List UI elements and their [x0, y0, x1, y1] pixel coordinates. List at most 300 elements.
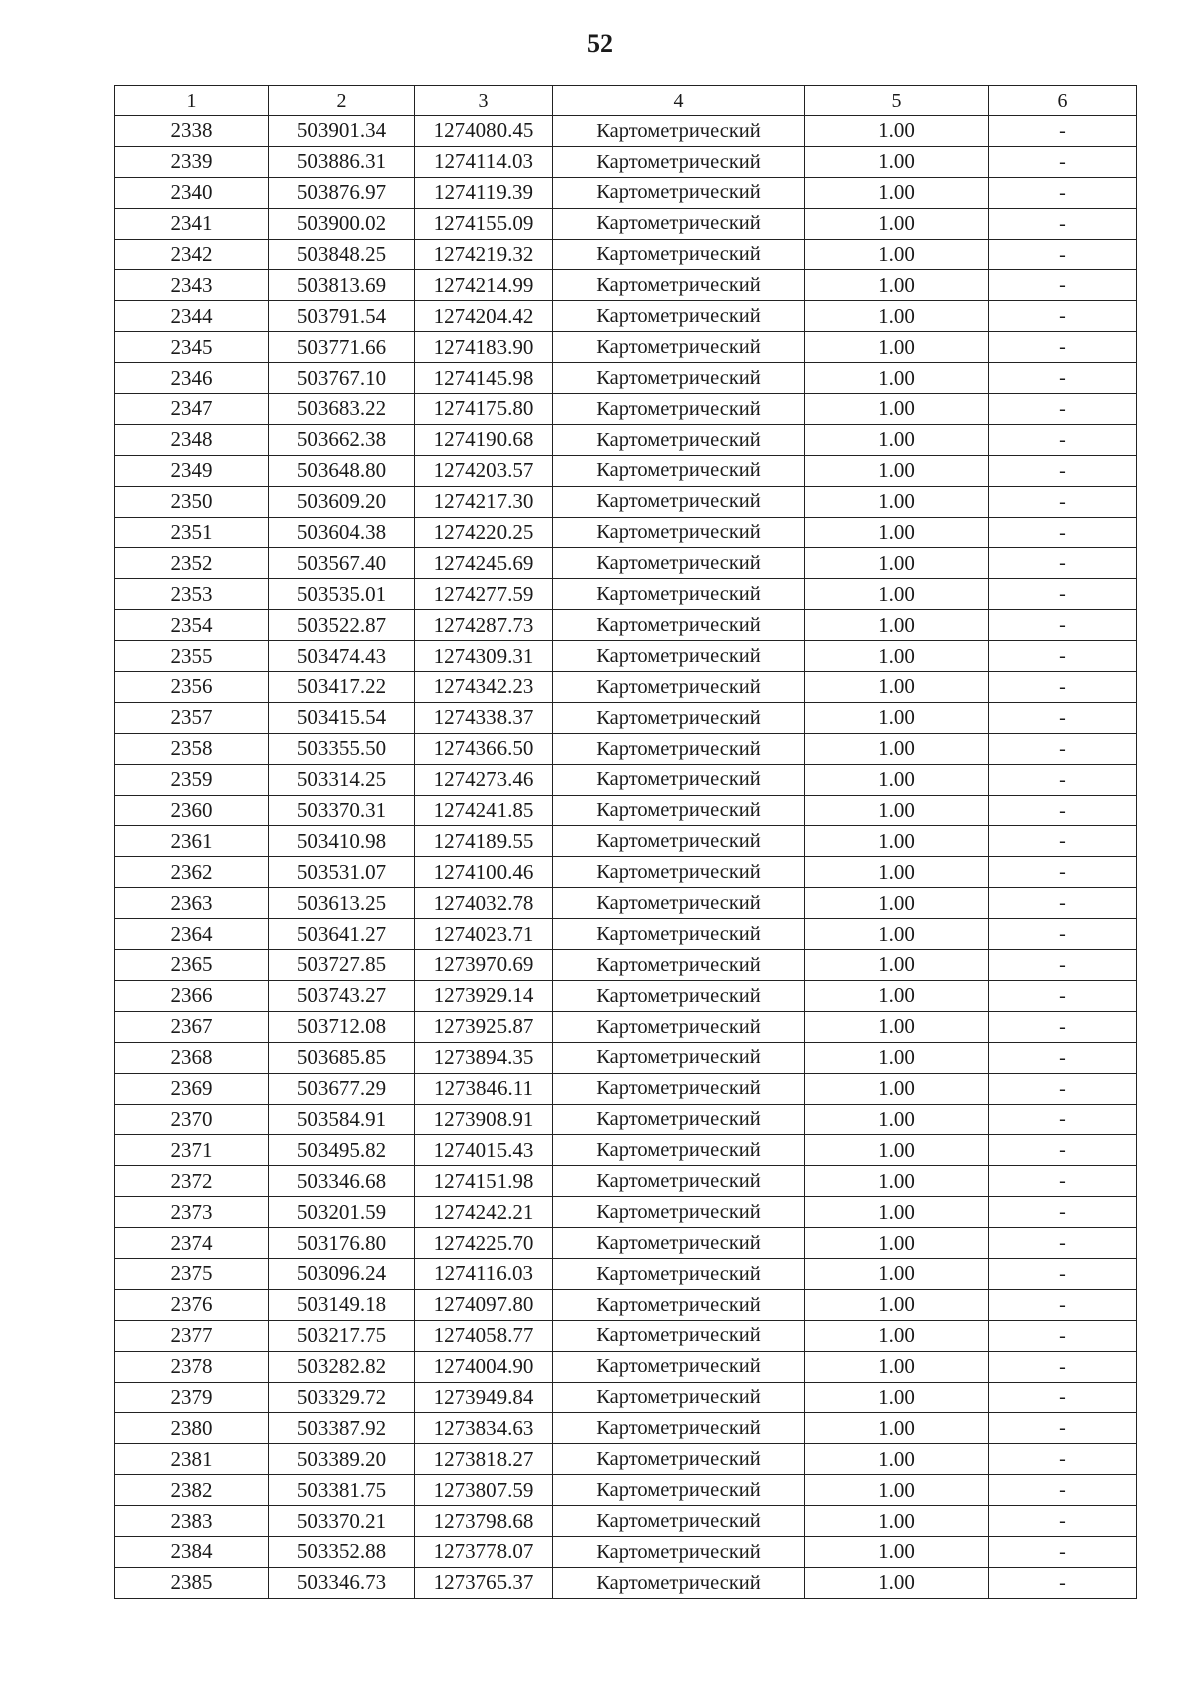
table-row [115, 857, 1137, 888]
method-cell: Картометрический [553, 641, 805, 672]
column-header: 4 [553, 86, 805, 116]
y-coordinate-cell: 1274277.59 [415, 579, 553, 610]
point-number-cell: 2368 [115, 1042, 269, 1073]
table-row [115, 424, 1137, 455]
y-coordinate-cell: 1273894.35 [415, 1042, 553, 1073]
table-row [115, 1073, 1137, 1104]
method-cell: Картометрический [553, 270, 805, 301]
accuracy-cell: 1.00 [805, 764, 989, 795]
method-cell: Картометрический [553, 1444, 805, 1475]
table-row [115, 672, 1137, 703]
point-number-cell: 2367 [115, 1011, 269, 1042]
accuracy-cell: 1.00 [805, 919, 989, 950]
accuracy-cell: 1.00 [805, 116, 989, 147]
method-cell: Картометрический [553, 579, 805, 610]
method-cell: Картометрический [553, 1042, 805, 1073]
description-cell: - [989, 424, 1137, 455]
table-row [115, 1258, 1137, 1289]
description-cell: - [989, 208, 1137, 239]
description-cell: - [989, 1135, 1137, 1166]
description-cell: - [989, 672, 1137, 703]
table-row [115, 1289, 1137, 1320]
y-coordinate-cell: 1273846.11 [415, 1073, 553, 1104]
method-cell: Картометрический [553, 1536, 805, 1567]
table-row [115, 1567, 1137, 1598]
method-cell: Картометрический [553, 795, 805, 826]
x-coordinate-cell: 503410.98 [269, 826, 415, 857]
method-cell: Картометрический [553, 394, 805, 425]
table-row [115, 270, 1137, 301]
x-coordinate-cell: 503417.22 [269, 672, 415, 703]
column-header: 3 [415, 86, 553, 116]
accuracy-cell: 1.00 [805, 424, 989, 455]
method-cell: Картометрический [553, 1351, 805, 1382]
accuracy-cell: 1.00 [805, 1413, 989, 1444]
point-number-cell: 2344 [115, 301, 269, 332]
method-cell: Картометрический [553, 301, 805, 332]
accuracy-cell: 1.00 [805, 1258, 989, 1289]
description-cell: - [989, 1475, 1137, 1506]
accuracy-cell: 1.00 [805, 1073, 989, 1104]
table-row [115, 919, 1137, 950]
column-header: 2 [269, 86, 415, 116]
accuracy-cell: 1.00 [805, 517, 989, 548]
table-row [115, 1536, 1137, 1567]
description-cell: - [989, 795, 1137, 826]
table-row [115, 394, 1137, 425]
accuracy-cell: 1.00 [805, 980, 989, 1011]
x-coordinate-cell: 503743.27 [269, 980, 415, 1011]
accuracy-cell: 1.00 [805, 177, 989, 208]
description-cell: - [989, 1567, 1137, 1598]
y-coordinate-cell: 1274309.31 [415, 641, 553, 672]
y-coordinate-cell: 1274189.55 [415, 826, 553, 857]
method-cell: Картометрический [553, 857, 805, 888]
method-cell: Картометрический [553, 1289, 805, 1320]
x-coordinate-cell: 503584.91 [269, 1104, 415, 1135]
description-cell: - [989, 239, 1137, 270]
method-cell: Картометрический [553, 1135, 805, 1166]
accuracy-cell: 1.00 [805, 1135, 989, 1166]
point-number-cell: 2370 [115, 1104, 269, 1135]
y-coordinate-cell: 1274217.30 [415, 486, 553, 517]
description-cell: - [989, 702, 1137, 733]
method-cell: Картометрический [553, 146, 805, 177]
accuracy-cell: 1.00 [805, 1382, 989, 1413]
method-cell: Картометрический [553, 1382, 805, 1413]
description-cell: - [989, 1536, 1137, 1567]
table-row [115, 363, 1137, 394]
point-number-cell: 2365 [115, 950, 269, 981]
description-cell: - [989, 1104, 1137, 1135]
x-coordinate-cell: 503381.75 [269, 1475, 415, 1506]
y-coordinate-cell: 1274204.42 [415, 301, 553, 332]
x-coordinate-cell: 503314.25 [269, 764, 415, 795]
accuracy-cell: 1.00 [805, 888, 989, 919]
description-cell: - [989, 1228, 1137, 1259]
point-number-cell: 2339 [115, 146, 269, 177]
accuracy-cell: 1.00 [805, 1536, 989, 1567]
accuracy-cell: 1.00 [805, 455, 989, 486]
table-row [115, 116, 1137, 147]
point-number-cell: 2360 [115, 795, 269, 826]
accuracy-cell: 1.00 [805, 733, 989, 764]
point-number-cell: 2364 [115, 919, 269, 950]
point-number-cell: 2361 [115, 826, 269, 857]
accuracy-cell: 1.00 [805, 146, 989, 177]
point-number-cell: 2349 [115, 455, 269, 486]
table-row [115, 641, 1137, 672]
description-cell: - [989, 1444, 1137, 1475]
x-coordinate-cell: 503712.08 [269, 1011, 415, 1042]
method-cell: Картометрический [553, 1073, 805, 1104]
method-cell: Картометрический [553, 208, 805, 239]
method-cell: Картометрический [553, 950, 805, 981]
coordinates-table [114, 85, 1137, 1599]
description-cell: - [989, 610, 1137, 641]
table-row [115, 795, 1137, 826]
x-coordinate-cell: 503641.27 [269, 919, 415, 950]
description-cell: - [989, 641, 1137, 672]
method-cell: Картометрический [553, 363, 805, 394]
accuracy-cell: 1.00 [805, 1351, 989, 1382]
table-row [115, 517, 1137, 548]
table-row [115, 1042, 1137, 1073]
description-cell: - [989, 177, 1137, 208]
accuracy-cell: 1.00 [805, 270, 989, 301]
x-coordinate-cell: 503876.97 [269, 177, 415, 208]
method-cell: Картометрический [553, 1475, 805, 1506]
table-row [115, 1444, 1137, 1475]
accuracy-cell: 1.00 [805, 579, 989, 610]
description-cell: - [989, 1413, 1137, 1444]
accuracy-cell: 1.00 [805, 672, 989, 703]
x-coordinate-cell: 503176.80 [269, 1228, 415, 1259]
table-row [115, 1104, 1137, 1135]
description-cell: - [989, 950, 1137, 981]
accuracy-cell: 1.00 [805, 1166, 989, 1197]
point-number-cell: 2354 [115, 610, 269, 641]
method-cell: Картометрический [553, 1228, 805, 1259]
table-row [115, 1475, 1137, 1506]
y-coordinate-cell: 1273834.63 [415, 1413, 553, 1444]
column-header: 1 [115, 86, 269, 116]
accuracy-cell: 1.00 [805, 641, 989, 672]
description-cell: - [989, 332, 1137, 363]
table-row [115, 579, 1137, 610]
method-cell: Картометрический [553, 610, 805, 641]
table-row [115, 1197, 1137, 1228]
accuracy-cell: 1.00 [805, 1042, 989, 1073]
y-coordinate-cell: 1274242.21 [415, 1197, 553, 1228]
x-coordinate-cell: 503370.31 [269, 795, 415, 826]
x-coordinate-cell: 503495.82 [269, 1135, 415, 1166]
x-coordinate-cell: 503604.38 [269, 517, 415, 548]
point-number-cell: 2377 [115, 1320, 269, 1351]
description-cell: - [989, 455, 1137, 486]
table-row [115, 610, 1137, 641]
x-coordinate-cell: 503771.66 [269, 332, 415, 363]
y-coordinate-cell: 1274220.25 [415, 517, 553, 548]
table-row [115, 332, 1137, 363]
point-number-cell: 2351 [115, 517, 269, 548]
method-cell: Картометрический [553, 424, 805, 455]
x-coordinate-cell: 503387.92 [269, 1413, 415, 1444]
y-coordinate-cell: 1274225.70 [415, 1228, 553, 1259]
table-row [115, 1413, 1137, 1444]
point-number-cell: 2342 [115, 239, 269, 270]
point-number-cell: 2357 [115, 702, 269, 733]
point-number-cell: 2347 [115, 394, 269, 425]
table-row [115, 980, 1137, 1011]
method-cell: Картометрический [553, 733, 805, 764]
point-number-cell: 2375 [115, 1258, 269, 1289]
table-row [115, 1382, 1137, 1413]
x-coordinate-cell: 503531.07 [269, 857, 415, 888]
point-number-cell: 2359 [115, 764, 269, 795]
description-cell: - [989, 270, 1137, 301]
y-coordinate-cell: 1274023.71 [415, 919, 553, 950]
table-row [115, 486, 1137, 517]
x-coordinate-cell: 503535.01 [269, 579, 415, 610]
page-number: 52 [587, 29, 613, 58]
table-row [115, 146, 1137, 177]
y-coordinate-cell: 1274287.73 [415, 610, 553, 641]
x-coordinate-cell: 503791.54 [269, 301, 415, 332]
y-coordinate-cell: 1273929.14 [415, 980, 553, 1011]
description-cell: - [989, 826, 1137, 857]
accuracy-cell: 1.00 [805, 208, 989, 239]
x-coordinate-cell: 503096.24 [269, 1258, 415, 1289]
point-number-cell: 2374 [115, 1228, 269, 1259]
description-cell: - [989, 1166, 1137, 1197]
table-row [115, 733, 1137, 764]
method-cell: Картометрический [553, 332, 805, 363]
point-number-cell: 2381 [115, 1444, 269, 1475]
x-coordinate-cell: 503346.68 [269, 1166, 415, 1197]
point-number-cell: 2348 [115, 424, 269, 455]
x-coordinate-cell: 503648.80 [269, 455, 415, 486]
point-number-cell: 2345 [115, 332, 269, 363]
accuracy-cell: 1.00 [805, 1011, 989, 1042]
point-number-cell: 2376 [115, 1289, 269, 1320]
accuracy-cell: 1.00 [805, 826, 989, 857]
accuracy-cell: 1.00 [805, 1104, 989, 1135]
method-cell: Картометрический [553, 1506, 805, 1537]
point-number-cell: 2340 [115, 177, 269, 208]
description-cell: - [989, 919, 1137, 950]
point-number-cell: 2350 [115, 486, 269, 517]
y-coordinate-cell: 1273908.91 [415, 1104, 553, 1135]
method-cell: Картометрический [553, 826, 805, 857]
y-coordinate-cell: 1274119.39 [415, 177, 553, 208]
point-number-cell: 2346 [115, 363, 269, 394]
description-cell: - [989, 1382, 1137, 1413]
table-row [115, 764, 1137, 795]
point-number-cell: 2341 [115, 208, 269, 239]
description-cell: - [989, 548, 1137, 579]
method-cell: Картометрический [553, 764, 805, 795]
accuracy-cell: 1.00 [805, 1197, 989, 1228]
table-row [115, 1228, 1137, 1259]
table-row [115, 1135, 1137, 1166]
x-coordinate-cell: 503522.87 [269, 610, 415, 641]
point-number-cell: 2352 [115, 548, 269, 579]
y-coordinate-cell: 1273778.07 [415, 1536, 553, 1567]
y-coordinate-cell: 1274241.85 [415, 795, 553, 826]
table-row [115, 239, 1137, 270]
y-coordinate-cell: 1274342.23 [415, 672, 553, 703]
y-coordinate-cell: 1274097.80 [415, 1289, 553, 1320]
method-cell: Картометрический [553, 1197, 805, 1228]
y-coordinate-cell: 1274145.98 [415, 363, 553, 394]
description-cell: - [989, 764, 1137, 795]
point-number-cell: 2355 [115, 641, 269, 672]
point-number-cell: 2373 [115, 1197, 269, 1228]
point-number-cell: 2382 [115, 1475, 269, 1506]
point-number-cell: 2380 [115, 1413, 269, 1444]
method-cell: Картометрический [553, 1258, 805, 1289]
column-header: 6 [989, 86, 1137, 116]
description-cell: - [989, 1320, 1137, 1351]
accuracy-cell: 1.00 [805, 950, 989, 981]
description-cell: - [989, 394, 1137, 425]
method-cell: Картометрический [553, 239, 805, 270]
accuracy-cell: 1.00 [805, 857, 989, 888]
y-coordinate-cell: 1274175.80 [415, 394, 553, 425]
description-cell: - [989, 1073, 1137, 1104]
description-cell: - [989, 1011, 1137, 1042]
x-coordinate-cell: 503217.75 [269, 1320, 415, 1351]
description-cell: - [989, 1042, 1137, 1073]
x-coordinate-cell: 503727.85 [269, 950, 415, 981]
y-coordinate-cell: 1274058.77 [415, 1320, 553, 1351]
y-coordinate-cell: 1274203.57 [415, 455, 553, 486]
y-coordinate-cell: 1273949.84 [415, 1382, 553, 1413]
x-coordinate-cell: 503474.43 [269, 641, 415, 672]
x-coordinate-cell: 503677.29 [269, 1073, 415, 1104]
point-number-cell: 2353 [115, 579, 269, 610]
y-coordinate-cell: 1274116.03 [415, 1258, 553, 1289]
accuracy-cell: 1.00 [805, 301, 989, 332]
y-coordinate-cell: 1274100.46 [415, 857, 553, 888]
table-row [115, 1166, 1137, 1197]
accuracy-cell: 1.00 [805, 486, 989, 517]
y-coordinate-cell: 1273925.87 [415, 1011, 553, 1042]
point-number-cell: 2383 [115, 1506, 269, 1537]
accuracy-cell: 1.00 [805, 1475, 989, 1506]
table-row [115, 301, 1137, 332]
y-coordinate-cell: 1273765.37 [415, 1567, 553, 1598]
x-coordinate-cell: 503685.85 [269, 1042, 415, 1073]
point-number-cell: 2379 [115, 1382, 269, 1413]
x-coordinate-cell: 503329.72 [269, 1382, 415, 1413]
accuracy-cell: 1.00 [805, 363, 989, 394]
y-coordinate-cell: 1274032.78 [415, 888, 553, 919]
point-number-cell: 2372 [115, 1166, 269, 1197]
y-coordinate-cell: 1273807.59 [415, 1475, 553, 1506]
table-row [115, 455, 1137, 486]
x-coordinate-cell: 503813.69 [269, 270, 415, 301]
point-number-cell: 2384 [115, 1536, 269, 1567]
table-row [115, 1011, 1137, 1042]
method-cell: Картометрический [553, 517, 805, 548]
accuracy-cell: 1.00 [805, 702, 989, 733]
accuracy-cell: 1.00 [805, 610, 989, 641]
x-coordinate-cell: 503282.82 [269, 1351, 415, 1382]
y-coordinate-cell: 1274273.46 [415, 764, 553, 795]
method-cell: Картометрический [553, 1104, 805, 1135]
description-cell: - [989, 301, 1137, 332]
accuracy-cell: 1.00 [805, 1289, 989, 1320]
table-row [115, 826, 1137, 857]
x-coordinate-cell: 503662.38 [269, 424, 415, 455]
method-cell: Картометрический [553, 455, 805, 486]
method-cell: Картометрический [553, 548, 805, 579]
method-cell: Картометрический [553, 1011, 805, 1042]
description-cell: - [989, 1506, 1137, 1537]
y-coordinate-cell: 1274219.32 [415, 239, 553, 270]
description-cell: - [989, 1197, 1137, 1228]
point-number-cell: 2343 [115, 270, 269, 301]
x-coordinate-cell: 503415.54 [269, 702, 415, 733]
method-cell: Картометрический [553, 672, 805, 703]
method-cell: Картометрический [553, 919, 805, 950]
method-cell: Картометрический [553, 1413, 805, 1444]
point-number-cell: 2385 [115, 1567, 269, 1598]
method-cell: Картометрический [553, 888, 805, 919]
x-coordinate-cell: 503848.25 [269, 239, 415, 270]
x-coordinate-cell: 503389.20 [269, 1444, 415, 1475]
x-coordinate-cell: 503567.40 [269, 548, 415, 579]
description-cell: - [989, 1351, 1137, 1382]
accuracy-cell: 1.00 [805, 548, 989, 579]
method-cell: Картометрический [553, 702, 805, 733]
x-coordinate-cell: 503683.22 [269, 394, 415, 425]
x-coordinate-cell: 503901.34 [269, 116, 415, 147]
x-coordinate-cell: 503767.10 [269, 363, 415, 394]
description-cell: - [989, 733, 1137, 764]
y-coordinate-cell: 1273970.69 [415, 950, 553, 981]
point-number-cell: 2362 [115, 857, 269, 888]
point-number-cell: 2378 [115, 1351, 269, 1382]
y-coordinate-cell: 1274183.90 [415, 332, 553, 363]
y-coordinate-cell: 1274190.68 [415, 424, 553, 455]
table-row [115, 888, 1137, 919]
method-cell: Картометрический [553, 980, 805, 1011]
x-coordinate-cell: 503201.59 [269, 1197, 415, 1228]
x-coordinate-cell: 503613.25 [269, 888, 415, 919]
accuracy-cell: 1.00 [805, 1567, 989, 1598]
point-number-cell: 2363 [115, 888, 269, 919]
y-coordinate-cell: 1274338.37 [415, 702, 553, 733]
y-coordinate-cell: 1274015.43 [415, 1135, 553, 1166]
method-cell: Картометрический [553, 1567, 805, 1598]
table-header-row [115, 86, 1137, 116]
point-number-cell: 2369 [115, 1073, 269, 1104]
description-cell: - [989, 486, 1137, 517]
description-cell: - [989, 517, 1137, 548]
description-cell: - [989, 579, 1137, 610]
y-coordinate-cell: 1274004.90 [415, 1351, 553, 1382]
x-coordinate-cell: 503886.31 [269, 146, 415, 177]
point-number-cell: 2371 [115, 1135, 269, 1166]
y-coordinate-cell: 1274155.09 [415, 208, 553, 239]
x-coordinate-cell: 503355.50 [269, 733, 415, 764]
description-cell: - [989, 363, 1137, 394]
method-cell: Картометрический [553, 1166, 805, 1197]
point-number-cell: 2338 [115, 116, 269, 147]
